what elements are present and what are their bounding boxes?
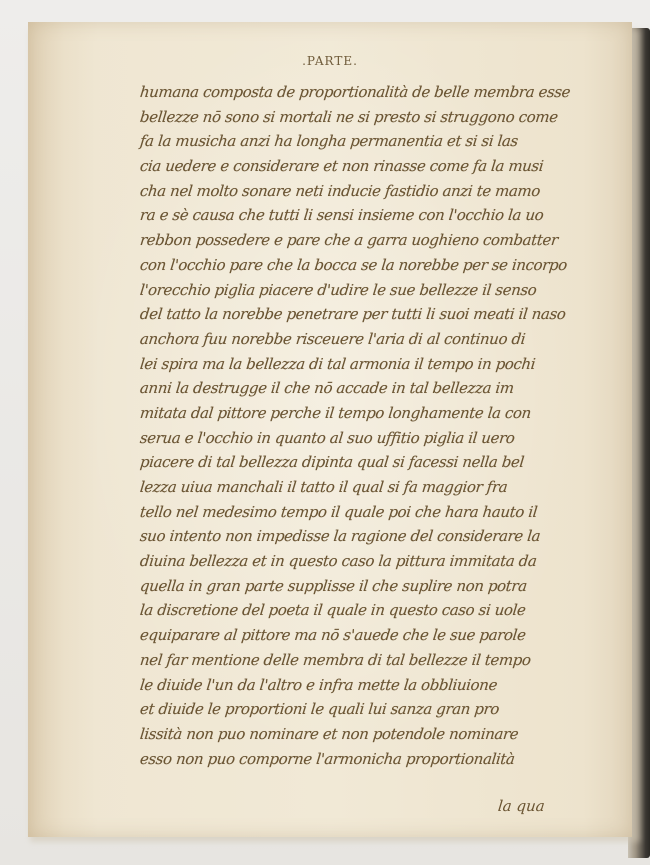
manuscript-text <box>140 80 630 771</box>
page-gutter-stain <box>28 22 98 837</box>
text-line: anchora fuu norebbe risceuere l'aria di al continuo di <box>139 329 527 348</box>
text-line: del tatto la norebbe penetrare per tutti li suoi meati il naso <box>139 305 567 324</box>
text-line: serua e l'occhio in quanto al suo uffitio piglia il uero <box>139 428 516 447</box>
text-line: nel far mentione delle membra di tal bellezze il tempo <box>139 650 532 669</box>
text-line: tello nel medesimo tempo il quale poi che hara hauto il <box>139 502 539 521</box>
text-line: cha nel molto sonare neti inducie fastidio anzi te mamo <box>139 181 541 200</box>
text-line: lei spira ma la bellezza di tal armonia il tempo in pochi <box>139 354 537 373</box>
text-line: fa la musicha anzi ha longha permanentia et si si las <box>139 132 519 151</box>
text-line: l'orecchio piglia piacere d'udire le sue bellezze il senso <box>139 280 538 299</box>
running-title: .PARTE. <box>302 54 358 68</box>
text-line: le diuide l'un da l'altro e infra mette la obbliuione <box>139 675 499 694</box>
text-line: bellezze nō sono si mortali ne si presto si struggono come <box>139 107 559 126</box>
text-line: humana composta de proportionalità de belle membra esse <box>139 83 572 101</box>
manuscript-page <box>28 22 632 837</box>
text-line: piacere di tal bellezza dipinta qual si facessi nella bel <box>139 453 525 472</box>
text-line: rebbon possedere e pare che a garra uoghieno combatter <box>139 231 559 250</box>
text-line: mitata dal pittore perche il tempo longhamente la con <box>139 403 532 422</box>
text-line: esso non puo comporne l'armonicha proportionalità <box>139 749 516 768</box>
catchword: la qua <box>497 797 546 815</box>
text-line: equiparare al pittore ma nō s'auede che le sue parole <box>139 626 527 645</box>
text-line: lissità non puo nominare et non potendole nominare <box>139 724 520 743</box>
text-line: suo intento non impedisse la ragione del considerare la <box>139 527 542 546</box>
text-line: lezza uiua manchali il tatto il qual si fa maggior fra <box>139 478 509 496</box>
text-line: anni la destrugge il che nō accade in tal bellezza im <box>139 379 515 398</box>
text-line: con l'occhio pare che la bocca se la norebbe per se incorpo <box>139 255 568 274</box>
text-line: quella in gran parte supplisse il che suplire non potra <box>139 576 528 595</box>
text-line: la discretione del poeta il quale in questo caso si uole <box>139 601 527 620</box>
text-line: cia uedere e considerare et non rinasse come fa la musi <box>139 157 545 176</box>
text-line: diuina bellezza et in questo caso la pittura immitata da <box>139 552 538 571</box>
text-line: ra e sè causa che tutti li sensi insieme con l'occhio la uo <box>139 206 545 225</box>
text-line: et diuide le proportioni le quali lui sanza gran pro <box>139 700 500 719</box>
